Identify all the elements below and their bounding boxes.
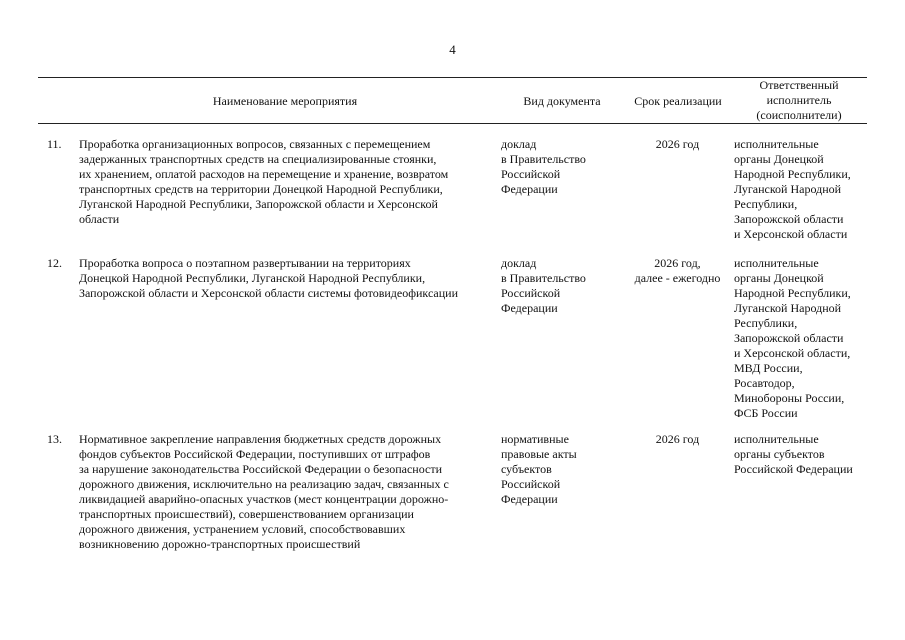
row-doc-type: доклад в Правительство Российской Федерации bbox=[501, 256, 586, 315]
header-term: Срок реализации bbox=[634, 94, 722, 108]
row-responsible: исполнительные органы Донецкой Народной Республики, Луганской Народной Республики, Запорожской области и Херсонской области, МВД России, Росавтодор, Минобороны России, ФСБ России bbox=[734, 256, 851, 420]
header-responsible: Ответственный исполнитель (соисполнители) bbox=[756, 78, 842, 122]
row-doc-type: доклад в Правительство Российской Федерации bbox=[501, 137, 586, 196]
row-number: 11. bbox=[47, 137, 62, 151]
row-name: Проработка вопроса о поэтапном развертывании на территориях Донецкой Народной Республики, Луганской Народной Республики, Запорожской области и Херсонской области системы фотовидеофиксации bbox=[79, 256, 459, 300]
row-name: Проработка организационных вопросов, связанных с перемещением задержанных транспортных средств на специализированные стоянки, их хранением, оплатой расходов на перемещение и хранение, возвратом транспортных средств на территории Донецкой Народной Республики, Луганской Народной Республики, Запорожской области и Херсонской области bbox=[79, 137, 449, 226]
page-number: 4 bbox=[449, 42, 456, 57]
row-number: 13. bbox=[47, 432, 62, 446]
row-term: 2026 год bbox=[655, 137, 700, 151]
row-name: Нормативное закрепление направления бюджетных средств дорожных фондов субъектов Российской Федерации, поступивших от штрафов за нарушение законодательства Российской Федерации о безопасности дорожного движения, исключительно на реализацию задач, связанных с ликвидацией аварийно-опасных участков (мест концентрации дорожно- транспортных происшествий), совершенствованием организации дорожного движения, устранением условий, способствовавших возникновению дорожно-транспортных происшествий bbox=[79, 432, 449, 551]
row-term: 2026 год, далее - ежегодно bbox=[634, 256, 721, 285]
row-number: 12. bbox=[47, 256, 62, 270]
row-doc-type: нормативные правовые акты субъектов Российской Федерации bbox=[501, 432, 577, 506]
header-name: Наименование мероприятия bbox=[212, 94, 358, 108]
row-responsible: исполнительные органы субъектов Российской Федерации bbox=[734, 432, 853, 476]
row-responsible: исполнительные органы Донецкой Народной Республики, Луганской Народной Республики, Запорожской области и Херсонской области bbox=[734, 137, 851, 241]
header-doc-type: Вид документа bbox=[523, 94, 601, 108]
table-header-rule bbox=[38, 123, 867, 124]
row-term: 2026 год bbox=[655, 432, 700, 446]
